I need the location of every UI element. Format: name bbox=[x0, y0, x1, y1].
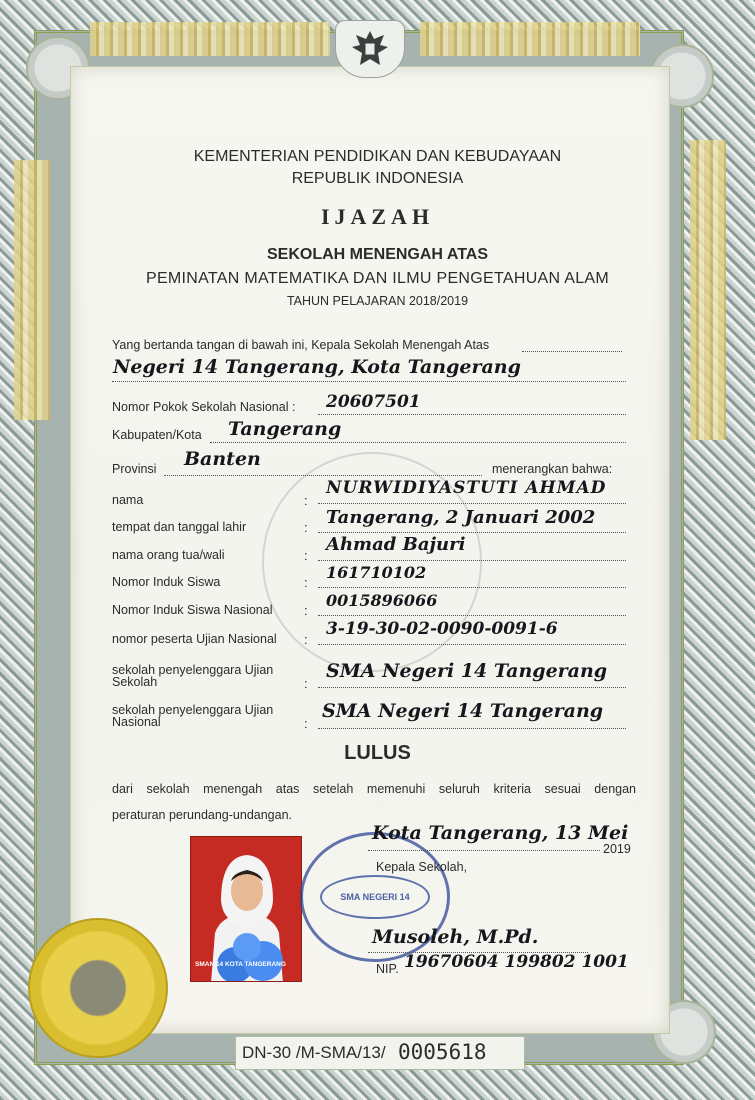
student-photo bbox=[190, 836, 302, 982]
field-colon: : bbox=[304, 520, 308, 535]
student-parent: Ahmad Bajuri bbox=[326, 534, 466, 555]
gold-ornament-top-left bbox=[90, 22, 330, 56]
dotted-line bbox=[318, 503, 626, 504]
npsn-label: Nomor Pokok Sekolah Nasional : bbox=[112, 400, 296, 414]
republic-title: REPUBLIK INDONESIA bbox=[291, 170, 464, 187]
gold-ornament-top-right bbox=[420, 22, 640, 56]
provinsi-value: Banten bbox=[184, 448, 261, 470]
dotted-line bbox=[368, 850, 600, 851]
field-label-school-exam bbox=[112, 664, 273, 688]
graduation-status: LULUS bbox=[344, 742, 411, 764]
specialization: PEMINATAN MATEMATIKA DAN ILMU PENGETAHUAN ALAM bbox=[145, 270, 610, 287]
dotted-line bbox=[318, 587, 626, 588]
principal-name: Musoleh, M.Pd. bbox=[372, 926, 539, 948]
student-birth: Tangerang, 2 Januari 2002 bbox=[326, 507, 596, 528]
student-nisn: 0015896066 bbox=[326, 591, 438, 610]
field-label-nisn: Nomor Induk Siswa Nasional bbox=[112, 603, 273, 617]
hologram-seal-icon bbox=[28, 918, 168, 1058]
dotted-line bbox=[318, 414, 626, 415]
field-colon: : bbox=[304, 575, 308, 590]
kabupaten-label: Kabupaten/Kota bbox=[112, 428, 202, 442]
school-year: TAHUN PELAJARAN 2018/2019 bbox=[286, 294, 469, 308]
school-exam-organizer: SMA Negeri 14 Tangerang bbox=[326, 660, 608, 682]
dotted-line bbox=[318, 728, 626, 729]
field-label-exam-number: nomor peserta Ujian Nasional bbox=[112, 632, 277, 646]
nip-value: 19670604 199802 1001 bbox=[404, 952, 629, 972]
field-label-line-2: Nasional bbox=[112, 715, 161, 729]
field-colon: : bbox=[304, 493, 308, 508]
provinsi-label: Provinsi bbox=[112, 462, 157, 476]
dotted-line bbox=[112, 381, 626, 382]
field-colon: : bbox=[304, 603, 308, 618]
student-name: NURWIDIYASTUTI AHMAD bbox=[326, 478, 607, 498]
document-title: IJAZAH bbox=[320, 204, 435, 229]
field-label-line-1: sekolah penyelenggara Ujian bbox=[112, 703, 274, 717]
dotted-line bbox=[210, 442, 626, 443]
nip-label: NIP. bbox=[376, 962, 399, 976]
dotted-line bbox=[318, 532, 626, 533]
dotted-line bbox=[522, 351, 622, 352]
serial-prefix: DN-30 /M-SMA/13/ bbox=[242, 1043, 386, 1062]
garuda-emblem-icon bbox=[335, 20, 405, 78]
serial-number: 0005618 bbox=[398, 1040, 487, 1064]
national-exam-organizer: SMA Negeri 14 Tangerang bbox=[322, 700, 604, 722]
statement-line-2: peraturan perundang-undangan. bbox=[112, 808, 293, 822]
photo-caption: SMAN 14 KOTA TANGERANG bbox=[195, 961, 286, 968]
field-label-parent: nama orang tua/wali bbox=[112, 548, 225, 562]
student-exam-number: 3-19-30-02-0090-0091-6 bbox=[326, 619, 558, 639]
school-level: SEKOLAH MENENGAH ATAS bbox=[266, 246, 489, 263]
field-colon: : bbox=[304, 632, 308, 647]
field-colon: : bbox=[304, 676, 308, 691]
place-date: Kota Tangerang, 13 Mei bbox=[372, 822, 629, 844]
field-label-name: nama bbox=[112, 493, 144, 507]
gold-ornament-left bbox=[14, 160, 50, 420]
signature-year: 2019 bbox=[603, 842, 631, 856]
field-colon: : bbox=[304, 716, 308, 731]
field-label-line-2: Sekolah bbox=[112, 675, 158, 689]
field-label-birth: tempat dan tanggal lahir bbox=[112, 520, 247, 534]
ministry-title: KEMENTERIAN PENDIDIKAN DAN KEBUDAYAAN bbox=[193, 148, 562, 165]
field-label-line-1: sekolah penyelenggara Ujian bbox=[112, 663, 274, 677]
dotted-line bbox=[318, 560, 626, 561]
intro-line: Yang bertanda tangan di bawah ini, Kepala Sekolah Menengah Atas bbox=[112, 338, 490, 352]
field-colon: : bbox=[304, 548, 308, 563]
stamp-center: SMA NEGERI 14 bbox=[320, 875, 430, 919]
kabupaten-value: Tangerang bbox=[228, 418, 342, 440]
npsn-value: 20607501 bbox=[326, 392, 421, 412]
explains-text: menerangkan bahwa: bbox=[492, 462, 613, 476]
dotted-line bbox=[164, 475, 482, 476]
school-name-handwritten: Negeri 14 Tangerang, Kota Tangerang bbox=[113, 356, 521, 378]
dotted-line bbox=[318, 644, 626, 645]
statement-line-1: dari sekolah menengah atas setelah memenuhi seluruh kriteria sesuai dengan bbox=[112, 782, 636, 796]
dotted-line bbox=[318, 615, 626, 616]
signature-role: Kepala Sekolah, bbox=[376, 860, 468, 874]
dotted-line bbox=[318, 687, 626, 688]
field-label-national-exam bbox=[112, 704, 273, 728]
student-nis: 161710102 bbox=[326, 563, 427, 582]
field-label-nis: Nomor Induk Siswa bbox=[112, 575, 221, 589]
